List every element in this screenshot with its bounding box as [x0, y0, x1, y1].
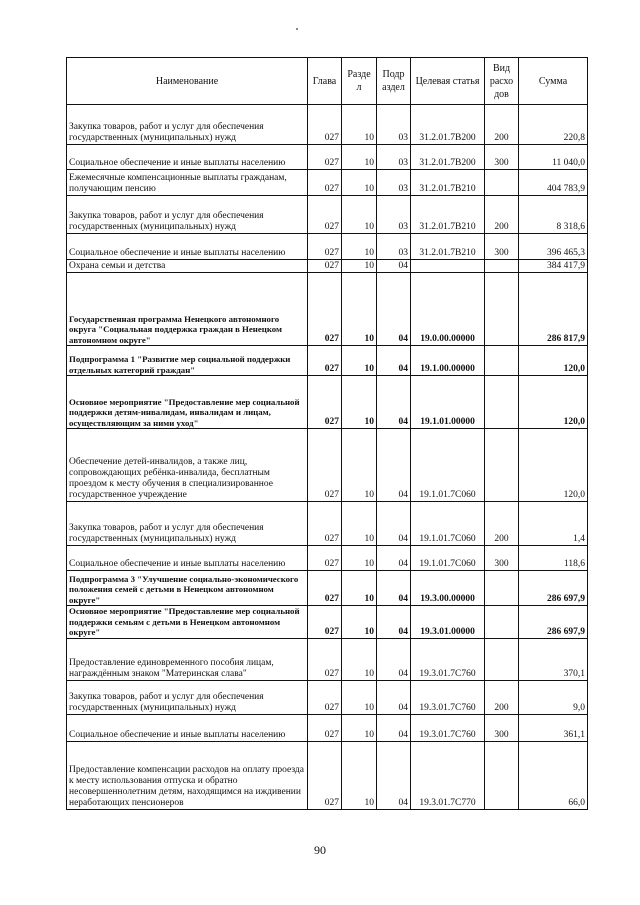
cell-target: 31.2.01.7В200 [411, 145, 485, 170]
cell-sum: 404 783,9 [519, 170, 588, 196]
cell-name: Государственная программа Ненецкого автономного округа "Социальная поддержка граждан в Ненецком автономном округе" [67, 273, 308, 346]
cell-subsection: 03 [377, 196, 411, 234]
cell-section: 10 [342, 571, 377, 606]
header-sum: Сумма [519, 58, 588, 105]
table-row [67, 680, 588, 714]
cell-section: 10 [342, 680, 377, 714]
table-header-row [67, 58, 588, 105]
cell-chapter: 027 [308, 273, 342, 346]
cell-subsection: 04 [377, 714, 411, 741]
cell-type: 300 [485, 714, 519, 741]
cell-type: 200 [485, 105, 519, 145]
cell-type [485, 273, 519, 346]
cell-subsection: 03 [377, 234, 411, 260]
cell-sum: 396 465,3 [519, 234, 588, 260]
cell-target: 19.3.01.7С760 [411, 680, 485, 714]
cell-target: 19.3.01.00000 [411, 606, 485, 639]
cell-subsection: 03 [377, 145, 411, 170]
cell-name: Социальное обеспечение и иные выплаты населению [67, 234, 308, 260]
cell-name: Основное мероприятие "Предоставление мер социальной поддержки семьям с детьми в Ненецком автономном округе" [67, 606, 308, 639]
cell-chapter: 027 [308, 105, 342, 145]
cell-chapter: 027 [308, 546, 342, 571]
cell-name: Подпрограмма 1 "Развитие мер социальной поддержки отдельных категорий граждан" [67, 346, 308, 376]
table-row [67, 234, 588, 260]
cell-target: 19.1.01.7С060 [411, 429, 485, 502]
cell-target: 31.2.01.7В210 [411, 196, 485, 234]
cell-subsection: 04 [377, 680, 411, 714]
cell-section: 10 [342, 105, 377, 145]
table-row [67, 429, 588, 502]
cell-chapter: 027 [308, 234, 342, 260]
cell-chapter: 027 [308, 571, 342, 606]
table-row [67, 606, 588, 639]
cell-name: Социальное обеспечение и иные выплаты населению [67, 546, 308, 571]
cell-section: 10 [342, 502, 377, 546]
cell-sum: 1,4 [519, 502, 588, 546]
cell-name: Социальное обеспечение и иные выплаты населению [67, 145, 308, 170]
cell-section: 10 [342, 606, 377, 639]
cell-chapter: 027 [308, 680, 342, 714]
cell-type [485, 638, 519, 680]
cell-target: 19.1.00.00000 [411, 346, 485, 376]
cell-name: Ежемесячные компенсационные выплаты гражданам, получающим пенсию [67, 170, 308, 196]
cell-sum: 384 417,9 [519, 260, 588, 273]
cell-subsection: 04 [377, 273, 411, 346]
cell-section: 10 [342, 273, 377, 346]
cell-target: 19.3.01.7С770 [411, 741, 485, 809]
cell-sum: 220,8 [519, 105, 588, 145]
cell-type [485, 429, 519, 502]
cell-sum: 370,1 [519, 638, 588, 680]
cell-section: 10 [342, 170, 377, 196]
cell-type [485, 346, 519, 376]
cell-subsection: 03 [377, 105, 411, 145]
cell-chapter: 027 [308, 170, 342, 196]
cell-name: Основное мероприятие "Предоставление мер социальной поддержки детям-инвалидам, инвалидам и лицам, осуществляющим за ними уход" [67, 376, 308, 429]
cell-sum: 9,0 [519, 680, 588, 714]
cell-name: Обеспечение детей-инвалидов, а также лиц, сопровождающих ребёнка-инвалида, бесплатным проездом к месту обучения в специализированное государственное учреждение [67, 429, 308, 502]
cell-section: 10 [342, 741, 377, 809]
cell-target: 19.0.00.00000 [411, 273, 485, 346]
header-name: Наименование [67, 58, 308, 105]
cell-target: 19.3.00.00000 [411, 571, 485, 606]
cell-type: 300 [485, 234, 519, 260]
cell-type: 200 [485, 196, 519, 234]
cell-name: Предоставление компенсации расходов на оплату проезда к месту использования отпуска и обратно несовершеннолетним детям, находящимся на иждивении неработающих пенсионеров [67, 741, 308, 809]
cell-subsection: 04 [377, 741, 411, 809]
cell-sum: 361,1 [519, 714, 588, 741]
cell-sum: 286 817,9 [519, 273, 588, 346]
table-row [67, 273, 588, 346]
cell-section: 10 [342, 260, 377, 273]
cell-sum: 120,0 [519, 429, 588, 502]
cell-type: 200 [485, 502, 519, 546]
table-row [67, 571, 588, 606]
cell-target [411, 260, 485, 273]
cell-chapter: 027 [308, 502, 342, 546]
table-row [67, 105, 588, 145]
header-target: Целевая статья [411, 58, 485, 105]
cell-subsection: 04 [377, 502, 411, 546]
cell-subsection: 03 [377, 170, 411, 196]
cell-section: 10 [342, 376, 377, 429]
cell-name: Социальное обеспечение и иные выплаты населению [67, 714, 308, 741]
cell-section: 10 [342, 145, 377, 170]
cell-type [485, 260, 519, 273]
cell-sum: 118,6 [519, 546, 588, 571]
cell-name: Подпрограмма 3 "Улучшение социально-экономического положения семей с детьми в Ненецком автономном округе" [67, 571, 308, 606]
cell-name: Закупка товаров, работ и услуг для обеспечения государственных (муниципальных) нужд [67, 680, 308, 714]
cell-subsection: 04 [377, 260, 411, 273]
cell-chapter: 027 [308, 346, 342, 376]
cell-type [485, 376, 519, 429]
page-number: 90 [314, 843, 326, 857]
table-row [67, 741, 588, 809]
cell-section: 10 [342, 234, 377, 260]
cell-subsection: 04 [377, 571, 411, 606]
table-row [67, 714, 588, 741]
cell-sum: 11 040,0 [519, 145, 588, 170]
header-type: Вид расхо дов [485, 58, 519, 105]
cell-name: Закупка товаров, работ и услуг для обеспечения государственных (муниципальных) нужд [67, 105, 308, 145]
cell-section: 10 [342, 196, 377, 234]
cell-type: 300 [485, 546, 519, 571]
table-row [67, 196, 588, 234]
cell-subsection: 04 [377, 606, 411, 639]
header-subsection: Подр аздел [377, 58, 411, 105]
cell-name: Закупка товаров, работ и услуг для обеспечения государственных (муниципальных) нужд [67, 196, 308, 234]
cell-type [485, 571, 519, 606]
cell-chapter: 027 [308, 429, 342, 502]
cell-name: Охрана семьи и детства [67, 260, 308, 273]
cell-type [485, 170, 519, 196]
cell-name: Предоставление единовременного пособия лицам, награждённым знаком "Материнская слава" [67, 638, 308, 680]
cell-target: 19.1.01.7С060 [411, 546, 485, 571]
cell-subsection: 04 [377, 376, 411, 429]
cell-sum: 286 697,9 [519, 571, 588, 606]
table-row [67, 638, 588, 680]
cell-chapter: 027 [308, 376, 342, 429]
cell-section: 10 [342, 638, 377, 680]
table-row [67, 546, 588, 571]
table-row [67, 145, 588, 170]
cell-chapter: 027 [308, 196, 342, 234]
cell-target: 19.1.01.00000 [411, 376, 485, 429]
cell-target: 19.3.01.7С760 [411, 714, 485, 741]
cell-section: 10 [342, 546, 377, 571]
cell-section: 10 [342, 346, 377, 376]
cell-subsection: 04 [377, 638, 411, 680]
table-row [67, 502, 588, 546]
cell-target: 31.2.01.7В200 [411, 105, 485, 145]
cell-chapter: 027 [308, 741, 342, 809]
table-row [67, 170, 588, 196]
table-row [67, 346, 588, 376]
cell-sum: 66,0 [519, 741, 588, 809]
cell-type [485, 741, 519, 809]
cell-type: 200 [485, 680, 519, 714]
cell-subsection: 04 [377, 429, 411, 502]
budget-table [66, 57, 588, 810]
cell-chapter: 027 [308, 638, 342, 680]
cell-sum: 120,0 [519, 346, 588, 376]
cell-target: 31.2.01.7В210 [411, 170, 485, 196]
cell-name: Закупка товаров, работ и услуг для обеспечения государственных (муниципальных) нужд [67, 502, 308, 546]
cell-type [485, 606, 519, 639]
cell-chapter: 027 [308, 714, 342, 741]
cell-subsection: 04 [377, 346, 411, 376]
scan-speck [296, 28, 298, 30]
header-section: Разде л [342, 58, 377, 105]
cell-subsection: 04 [377, 546, 411, 571]
cell-sum: 8 318,6 [519, 196, 588, 234]
cell-type: 300 [485, 145, 519, 170]
table-row [67, 376, 588, 429]
cell-target: 19.1.01.7С060 [411, 502, 485, 546]
cell-chapter: 027 [308, 260, 342, 273]
table-row [67, 260, 588, 273]
cell-section: 10 [342, 714, 377, 741]
cell-target: 31.2.01.7В210 [411, 234, 485, 260]
header-chapter: Глава [308, 58, 342, 105]
cell-target: 19.3.01.7С760 [411, 638, 485, 680]
cell-chapter: 027 [308, 145, 342, 170]
cell-chapter: 027 [308, 606, 342, 639]
cell-sum: 120,0 [519, 376, 588, 429]
cell-section: 10 [342, 429, 377, 502]
cell-sum: 286 697,9 [519, 606, 588, 639]
